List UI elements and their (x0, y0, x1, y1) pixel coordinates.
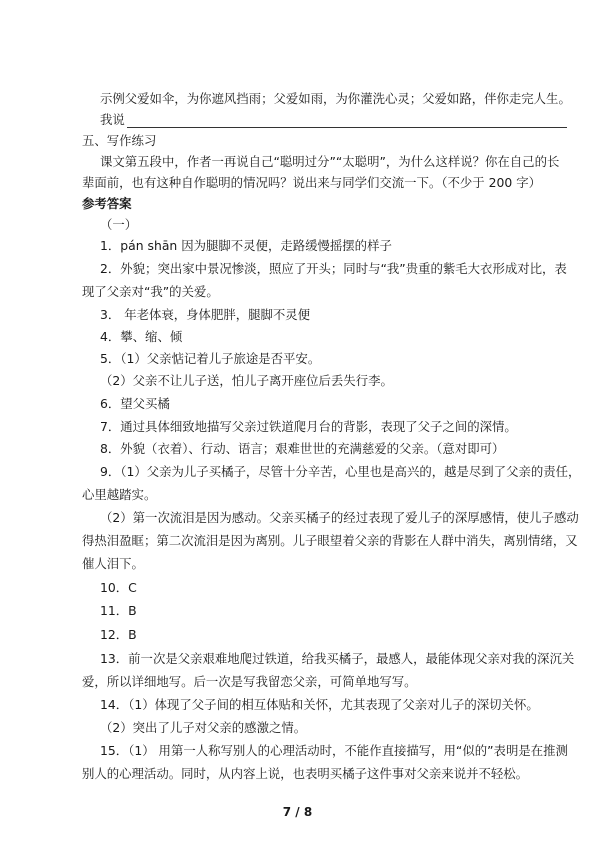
answer-2-line-2: 现了父亲对“我”的关爱。 (82, 284, 219, 299)
my-saying-label: 我说 (100, 112, 125, 127)
writing-prompt-line-1: 课文第五段中，作者一再说自己“聪明过分”“太聪明”，为什么这样说？你在自己的长 (100, 154, 560, 169)
answer-2-line-1: 2．外貌；突出家中景况惨淡，照应了开头；同时与“我”贵重的紫毛大衣形成对比，表 (100, 261, 567, 276)
answer-6: 6．望父买橘 (100, 396, 170, 411)
answer-9-2-line-1: （2）第一次流泪是因为感动。父亲买橘子的经过表现了爱儿子的深厚感情，使儿子感动 (100, 510, 579, 525)
answer-5-2: （2）父亲不让儿子送，怕儿子离开座位后丢失行李。 (100, 373, 393, 388)
answer-11: 11．B (100, 603, 137, 618)
answer-13-line-2: 爱，所以详细地写。后一次是写我留恋父亲，可简单地写写。 (82, 674, 417, 689)
answer-12: 12．B (100, 627, 137, 642)
answer-key-heading: 参考答案 (82, 196, 132, 211)
answer-1: 1．pán shān 因为腿脚不灵便，走路缓慢摇摆的样子 (100, 238, 392, 253)
example-sentence: 示例父爱如伞，为你遮风挡雨；父爱如雨，为你灌洗心灵；父爱如路，伴你走完人生。 (100, 91, 571, 106)
part-one-marker: （一） (100, 217, 138, 232)
answer-3: 3． 年老体衰，身体肥胖，腿脚不灵便 (100, 307, 311, 322)
answer-14-1: 14．（1）体现了父子间的相互体贴和关怀，尤其表现了父亲对儿子的深切关怀。 (100, 697, 539, 712)
answer-5-1: 5．（1）父亲惦记着儿子旅途是否平安。 (100, 351, 321, 366)
writing-prompt-line-2: 辈面前，也有这种自作聪明的情况吗？说出来与同学们交流一下。（不少于 200 字） (82, 175, 541, 190)
page-number: 7 / 8 (282, 805, 313, 819)
answer-4: 4．攀、缩、倾 (100, 329, 183, 344)
answer-9-1-line-1: 9．（1）父亲为儿子买橘子，尽管十分辛苦，心里也是高兴的，越是尽到了父亲的责任， (100, 464, 581, 479)
answer-14-2: （2）突出了儿子对父亲的感激之情。 (100, 720, 307, 735)
answer-9-2-line-2: 得热泪盈眶；第二次流泪是因为离别。儿子眼望着父亲的背影在人群中消失，离别情绪，又 (82, 533, 578, 548)
answer-7: 7．通过具体细致地描写父亲过铁道爬月台的背影，表现了父子之间的深情。 (100, 419, 517, 434)
answer-8: 8．外貌（衣着）、行动、语言；艰难世世的充满慈爱的父亲。（意对即可） (100, 441, 505, 456)
answer-9-2-line-3: 催人泪下。 (82, 556, 144, 571)
answer-9-1-line-2: 心里越踏实。 (82, 487, 157, 502)
answer-blank-line (127, 114, 567, 128)
answer-10: 10．C (100, 580, 137, 595)
answer-13-line-1: 13．前一次是父亲艰难地爬过铁道，给我买橘子，最感人，最能体现父亲对我的深沉关 (100, 651, 575, 666)
answer-15-line-2: 别人的心理活动。同时，从内容上说，也表明买橘子这件事对父亲来说并不轻松。 (82, 766, 529, 781)
section-heading-writing: 五、写作练习 (82, 133, 157, 148)
answer-15-line-1: 15．（1） 用第一人称写别人的心理活动时，不能作直接描写，用“似的”表明是在推测 (100, 743, 568, 758)
my-saying-line (100, 112, 546, 128)
